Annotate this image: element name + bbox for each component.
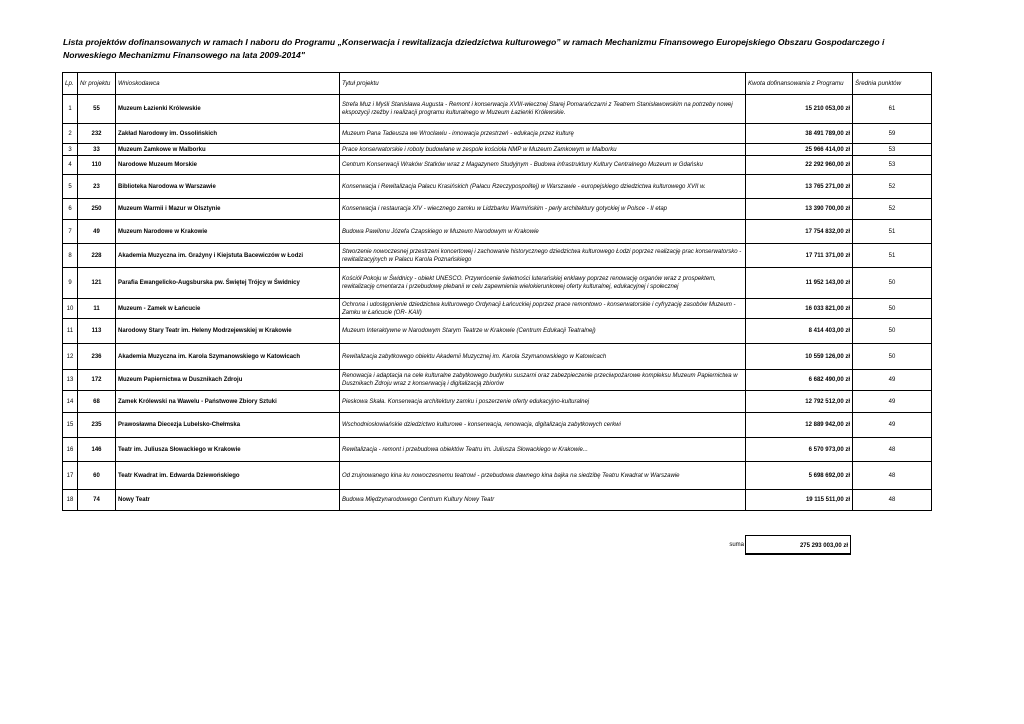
cell-nr: 11 (78, 299, 116, 319)
cell-applicant: Muzeum - Zamek w Łańcucie (116, 299, 340, 319)
cell-lp: 13 (63, 370, 78, 391)
cell-lp: 7 (63, 220, 78, 244)
cell-avg: 59 (853, 124, 932, 144)
table-row (63, 124, 932, 144)
header-lp: Lp. (63, 73, 78, 95)
cell-avg: 50 (853, 344, 932, 370)
cell-applicant: Teatr Kwadrat im. Edwarda Dziewońskiego (116, 462, 340, 490)
cell-applicant: Parafia Ewangelicko-Augsburska pw. Świętej Trójcy w Świdnicy (116, 268, 340, 299)
table-row (63, 220, 932, 244)
cell-project-title: Rewitalizacja zabytkowego obiektu Akademii Muzycznej im. Karola Szymanowskiego w Katowicach (340, 344, 746, 370)
cell-lp: 6 (63, 199, 78, 220)
cell-avg: 48 (853, 490, 932, 511)
cell-project-title: Muzeum Interaktywne w Narodowym Starym Teatrze w Krakowie (Centrum Edukacji Teatralnej) (340, 319, 746, 344)
cell-lp: 1 (63, 95, 78, 124)
cell-project-title: Wschodniosłowiańskie dziedzictwo kulturowe - konserwacja, renowacja, digitalizacja zabytkowych cerkwi (340, 413, 746, 438)
cell-amount: 19 115 511,00 zł (746, 490, 853, 511)
cell-amount: 16 033 821,00 zł (746, 299, 853, 319)
cell-amount: 15 210 053,00 zł (746, 95, 853, 124)
table-row (63, 299, 932, 319)
cell-avg: 51 (853, 244, 932, 268)
cell-applicant: Biblioteka Narodowa w Warszawie (116, 175, 340, 199)
cell-nr: 228 (78, 244, 116, 268)
cell-applicant: Zamek Królewski na Wawelu - Państwowe Zbiory Sztuki (116, 391, 340, 413)
cell-avg: 51 (853, 220, 932, 244)
table-row (63, 344, 932, 370)
cell-nr: 113 (78, 319, 116, 344)
table-row (63, 438, 932, 462)
cell-nr: 55 (78, 95, 116, 124)
table-row (63, 156, 932, 175)
cell-nr: 146 (78, 438, 116, 462)
cell-applicant: Zakład Narodowy im. Ossolińskich (116, 124, 340, 144)
table-row (63, 490, 932, 511)
cell-avg: 49 (853, 370, 932, 391)
cell-project-title: Konserwacja i restauracja XIV - wiecznego zamku w Lidzbarku Warmińskim - perły architektury gotyckiej w Polsce - II etap (340, 199, 746, 220)
header-applicant: Wnioskodawca (116, 73, 340, 95)
cell-project-title: Renowacja i adaptacja na cele kulturalne zabytkowego budynku suszarni oraz zabezpieczenie przeciwpożarowe kompleksu Muzeum Papiernictwa w Dusznikach Zdroju wraz z konserwacją i digitalizacją zbiorów (340, 370, 746, 391)
header-amount: Kwota dofinansowania z Programu (746, 73, 853, 95)
cell-project-title: Muzeum Pana Tadeusza we Wrocławiu - innowacja przestrzeń - edukacja przez kulturę (340, 124, 746, 144)
header-nr: Nr projektu (78, 73, 116, 95)
cell-applicant: Narodowe Muzeum Morskie (116, 156, 340, 175)
cell-amount: 12 889 942,00 zł (746, 413, 853, 438)
cell-applicant: Muzeum Zamkowe w Malborku (116, 144, 340, 156)
cell-amount: 8 414 403,00 zł (746, 319, 853, 344)
cell-amount: 6 570 973,00 zł (746, 438, 853, 462)
cell-amount: 11 952 143,00 zł (746, 268, 853, 299)
cell-applicant: Muzeum Łazienki Królewskie (116, 95, 340, 124)
cell-avg: 48 (853, 438, 932, 462)
cell-amount: 25 966 414,00 zł (746, 144, 853, 156)
table-row (63, 268, 932, 299)
table-row (63, 391, 932, 413)
cell-avg: 52 (853, 199, 932, 220)
cell-lp: 10 (63, 299, 78, 319)
cell-lp: 5 (63, 175, 78, 199)
cell-avg: 49 (853, 391, 932, 413)
cell-amount: 13 390 700,00 zł (746, 199, 853, 220)
cell-nr: 33 (78, 144, 116, 156)
table-row (63, 370, 932, 391)
cell-project-title: Kościół Pokoju w Świdnicy - obiekt UNESCO. Przywrócenie świetności luterańskiej enklawy poprzez renowację organów wraz z prospektem, rewitalizację cmentarza i przebudowę plebanii w celu zapewnienia wielokierunkowej oferty kulturalnej, edukacyjnej i społecznej (340, 268, 746, 299)
cell-avg: 48 (853, 462, 932, 490)
cell-avg: 53 (853, 144, 932, 156)
cell-applicant: Teatr im. Juliusza Słowackiego w Krakowie (116, 438, 340, 462)
cell-avg: 61 (853, 95, 932, 124)
cell-nr: 49 (78, 220, 116, 244)
table-header-row (63, 73, 932, 95)
cell-lp: 18 (63, 490, 78, 511)
cell-avg: 49 (853, 413, 932, 438)
cell-lp: 11 (63, 319, 78, 344)
cell-applicant: Akademia Muzyczna im. Karola Szymanowskiego w Katowicach (116, 344, 340, 370)
table-row (63, 244, 932, 268)
cell-lp: 12 (63, 344, 78, 370)
cell-lp: 16 (63, 438, 78, 462)
table-row (63, 413, 932, 438)
cell-nr: 172 (78, 370, 116, 391)
cell-lp: 4 (63, 156, 78, 175)
cell-amount: 38 491 789,00 zł (746, 124, 853, 144)
cell-lp: 9 (63, 268, 78, 299)
cell-nr: 250 (78, 199, 116, 220)
cell-nr: 232 (78, 124, 116, 144)
cell-project-title: Strefa Muz i Myśli Stanisława Augusta - Remont i konserwacja XVIII-wiecznej Starej Pomarańczarni z Teatrem Stanisławowskim na potrzeby nowej ekspozycji rzeźby i realizacji programu kulturalnego w Muzeum Łazienki Królewskie. (340, 95, 746, 124)
cell-project-title: Pieskowa Skała. Konserwacja architektury zamku i poszerzenie oferty edukacyjno-kulturalnej (340, 391, 746, 413)
cell-amount: 5 698 692,00 zł (746, 462, 853, 490)
cell-lp: 3 (63, 144, 78, 156)
cell-nr: 23 (78, 175, 116, 199)
cell-lp: 14 (63, 391, 78, 413)
cell-project-title: Rewitalizacja - remont i przebudowa obiektów Teatru im. Juliusza Słowackiego w Krakowie... (340, 438, 746, 462)
cell-amount: 17 754 832,00 zł (746, 220, 853, 244)
cell-nr: 74 (78, 490, 116, 511)
cell-amount: 6 682 490,00 zł (746, 370, 853, 391)
table-row (63, 144, 932, 156)
cell-applicant: Muzeum Narodowe w Krakowie (116, 220, 340, 244)
cell-lp: 15 (63, 413, 78, 438)
cell-applicant: Muzeum Warmii i Mazur w Olsztynie (116, 199, 340, 220)
cell-nr: 68 (78, 391, 116, 413)
table-row (63, 199, 932, 220)
cell-avg: 52 (853, 175, 932, 199)
cell-project-title: Od zrujnowanego kina ku nowoczesnemu teatrowi - przebudowa dawnego kina bajka na siedzibę Teatru Kwadrat w Warszawie (340, 462, 746, 490)
cell-avg: 53 (853, 156, 932, 175)
cell-project-title: Budowa Międzynarodowego Centrum Kultury Nowy Teatr (340, 490, 746, 511)
cell-avg: 50 (853, 319, 932, 344)
cell-project-title: Prace konserwatorskie i roboty budowlane w zespole kościoła NMP w Muzeum Zamkowym w Malborku (340, 144, 746, 156)
cell-applicant: Narodowy Stary Teatr im. Heleny Modrzejewskiej w Krakowie (116, 319, 340, 344)
cell-nr: 121 (78, 268, 116, 299)
cell-lp: 8 (63, 244, 78, 268)
cell-amount: 12 792 512,00 zł (746, 391, 853, 413)
header-avg: Średnia punktów (853, 73, 932, 95)
cell-amount: 13 765 271,00 zł (746, 175, 853, 199)
cell-project-title: Stworzenie nowoczesnej przestrzeni koncertowej i zachowanie historycznego dziedzictwa kulturowego Łodzi poprzez realizację prac konserwatorsko - rewitalizacyjnych w Pałacu Karola Poznańskiego (340, 244, 746, 268)
cell-avg: 50 (853, 268, 932, 299)
cell-amount: 22 292 960,00 zł (746, 156, 853, 175)
sum-total: 275 293 003,00 zł (745, 535, 851, 555)
table-row (63, 95, 932, 124)
cell-lp: 2 (63, 124, 78, 144)
sum-label: suma (729, 542, 744, 548)
cell-applicant: Nowy Teatr (116, 490, 340, 511)
cell-lp: 17 (63, 462, 78, 490)
cell-project-title: Konserwacja i Rewitalizacja Pałacu Krasińskich (Pałacu Rzeczypospolitej) w Warszawie - europejskiego dziedzictwa kulturowego XVII w. (340, 175, 746, 199)
cell-applicant: Prawosławna Diecezja Lubelsko-Chełmska (116, 413, 340, 438)
header-project-title: Tytuł projektu (340, 73, 746, 95)
cell-project-title: Ochrona i udostępnienie dziedzictwa kulturowego Ordynacji Łańcuckiej poprzez prace remontowo - konserwatorskie i cyfryzację zasobów Muzeum - Zamku w Łańcucie (OR- KAII) (340, 299, 746, 319)
table-row (63, 462, 932, 490)
cell-applicant: Muzeum Papiernictwa w Dusznikach Zdroju (116, 370, 340, 391)
cell-nr: 60 (78, 462, 116, 490)
cell-amount: 10 559 126,00 zł (746, 344, 853, 370)
cell-nr: 236 (78, 344, 116, 370)
table-row (63, 175, 932, 199)
cell-nr: 235 (78, 413, 116, 438)
cell-avg: 50 (853, 299, 932, 319)
projects-table (62, 72, 932, 511)
cell-amount: 17 711 371,00 zł (746, 244, 853, 268)
cell-project-title: Budowa Pawilonu Józefa Czapskiego w Muzeum Narodowym w Krakowie (340, 220, 746, 244)
cell-applicant: Akademia Muzyczna im. Grażyny i Kiejstuta Bacewiczów w Łodzi (116, 244, 340, 268)
table-row (63, 319, 932, 344)
document-title: Lista projektów dofinansowanych w ramach I naboru do Programu „Konserwacja i rewitalizacja dziedzictwa kulturowego” w ramach Mechanizmu Finansowego Europejskiego Obszaru Gospodarczego i Norweskiego Mechanizmu Finansowego na lata 2009-2014" (63, 37, 885, 60)
cell-project-title: Centrum Konserwacji Wraków Statków wraz z Magazynem Studyjnym - Budowa infrastruktury Kultury Centralnego Muzeum w Gdańsku (340, 156, 746, 175)
cell-nr: 110 (78, 156, 116, 175)
